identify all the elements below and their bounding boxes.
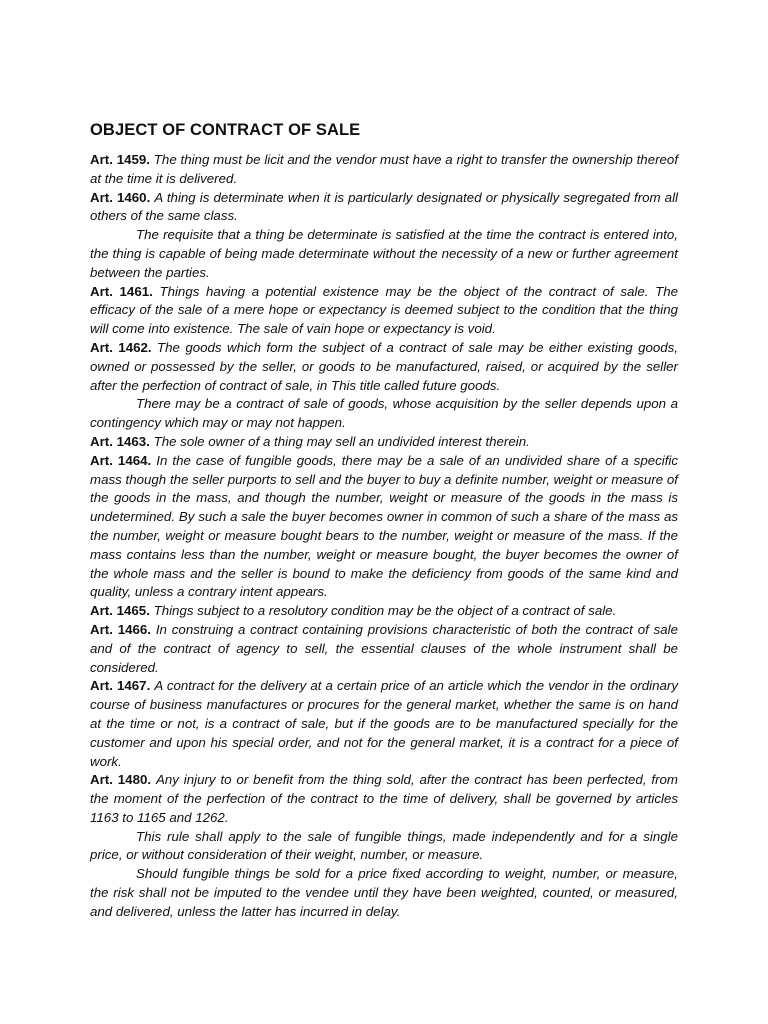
article-text: A contract for the delivery at a certain price of an article which the vendor in the ordinary course of business manufactures or procures for the general market, whether the same is on hand at the time or not, is a contract of sale, but if the goods are to be manufactured specially for the customer and upon his special order, and not for the general market, it is a contract for a piece of work. xyxy=(90,678,678,769)
article-text: The thing must be licit and the vendor must have a right to transfer the ownership thereof at the time it is delivered. xyxy=(90,152,679,186)
article-label: Art. 1480. xyxy=(90,772,152,788)
document-title: OBJECT OF CONTRACT OF SALE xyxy=(90,121,361,139)
article-1480 xyxy=(90,771,678,827)
document-body xyxy=(90,151,678,922)
article-1459 xyxy=(90,151,678,189)
article-label: Art. 1460. xyxy=(90,189,151,205)
article-1460-continuation: The requisite that a thing be determinate is satisfied at the time the contract is entered into, the thing is capable of being made determinate without the necessity of a new or further agreement between the parties. xyxy=(90,227,678,280)
article-1467 xyxy=(90,677,678,771)
article-1463 xyxy=(90,433,678,452)
article-1462-continuation: There may be a contract of sale of goods, whose acquisition by the seller depends upon a contingency which may or may not happen. xyxy=(90,396,678,431)
article-text: A thing is determinate when it is particularly designated or physically segregated from all others of the same class. xyxy=(90,189,678,224)
article-label: Art. 1462. xyxy=(90,339,152,355)
article-1461 xyxy=(90,283,678,339)
article-label: Art. 1465. xyxy=(90,603,150,619)
article-label: Art. 1459. xyxy=(90,152,150,167)
article-text: Things subject to a resolutory condition may be the object of a contract of sale. xyxy=(153,603,617,619)
article-label: Art. 1464. xyxy=(90,452,152,468)
article-1465 xyxy=(90,602,678,621)
article-text: In the case of fungible goods, there may be a sale of an undivided share of a specific mass though the seller purports to sell and the buyer to buy a definite number, weight or measure of the goods in the mass, and though the number, weight or measure of the goods in the mass is undetermined. By such a sale the buyer becomes owner in common of such a share of the mass as the number, weight or measure bought bears to the number, weight or measure of the mass. If the mass contains less than the number, weight or measure bought, the buyer becomes the owner of the whole mass and the seller is bound to make the deficiency from goods of the same kind and quality, unless a contrary intent appears. xyxy=(90,452,679,600)
article-text: In construing a contract containing provisions characteristic of both the contract of sale and of the contract of agency to sell, the essential clauses of the whole instrument shall be considered. xyxy=(90,621,679,675)
article-label: Art. 1466. xyxy=(90,621,152,637)
article-label: Art. 1461. xyxy=(90,283,153,299)
article-text: The sole owner of a thing may sell an undivided interest therein. xyxy=(153,433,530,449)
article-1480-continuation-2: Should fungible things be sold for a price fixed according to weight, number, or measure, the risk shall not be imputed to the vendee until they have been weighted, counted, or measured, and delivered, unless the latter has incurred in delay. xyxy=(90,866,678,919)
article-1466 xyxy=(90,621,678,677)
article-1480-continuation-1: This rule shall apply to the sale of fungible things, made independently and for a single price, or without consideration of their weight, number, or measure. xyxy=(90,828,678,863)
article-text: Any injury to or benefit from the thing sold, after the contract has been perfected, from the moment of the perfection of the contract to the time of delivery, shall be governed by articles 1163 to 1165 and 1262. xyxy=(90,772,679,825)
article-text: The goods which form the subject of a contract of sale may be either existing goods, owned or possessed by the seller, or goods to be manufactured, raised, or acquired by the seller after the perfection of contract of sale, in This title called future goods. xyxy=(90,339,678,393)
article-1462 xyxy=(90,339,678,395)
article-label: Art. 1467. xyxy=(90,678,151,694)
article-1460 xyxy=(90,189,678,227)
article-label: Art. 1463. xyxy=(90,433,150,449)
article-text: Things having a potential existence may be the object of the contract of sale. The efficacy of the sale of a mere hope or expectancy is deemed subject to the condition that the thing will come into existence. The sale of vain hope or expectancy is void. xyxy=(90,283,679,337)
article-1464 xyxy=(90,452,678,602)
